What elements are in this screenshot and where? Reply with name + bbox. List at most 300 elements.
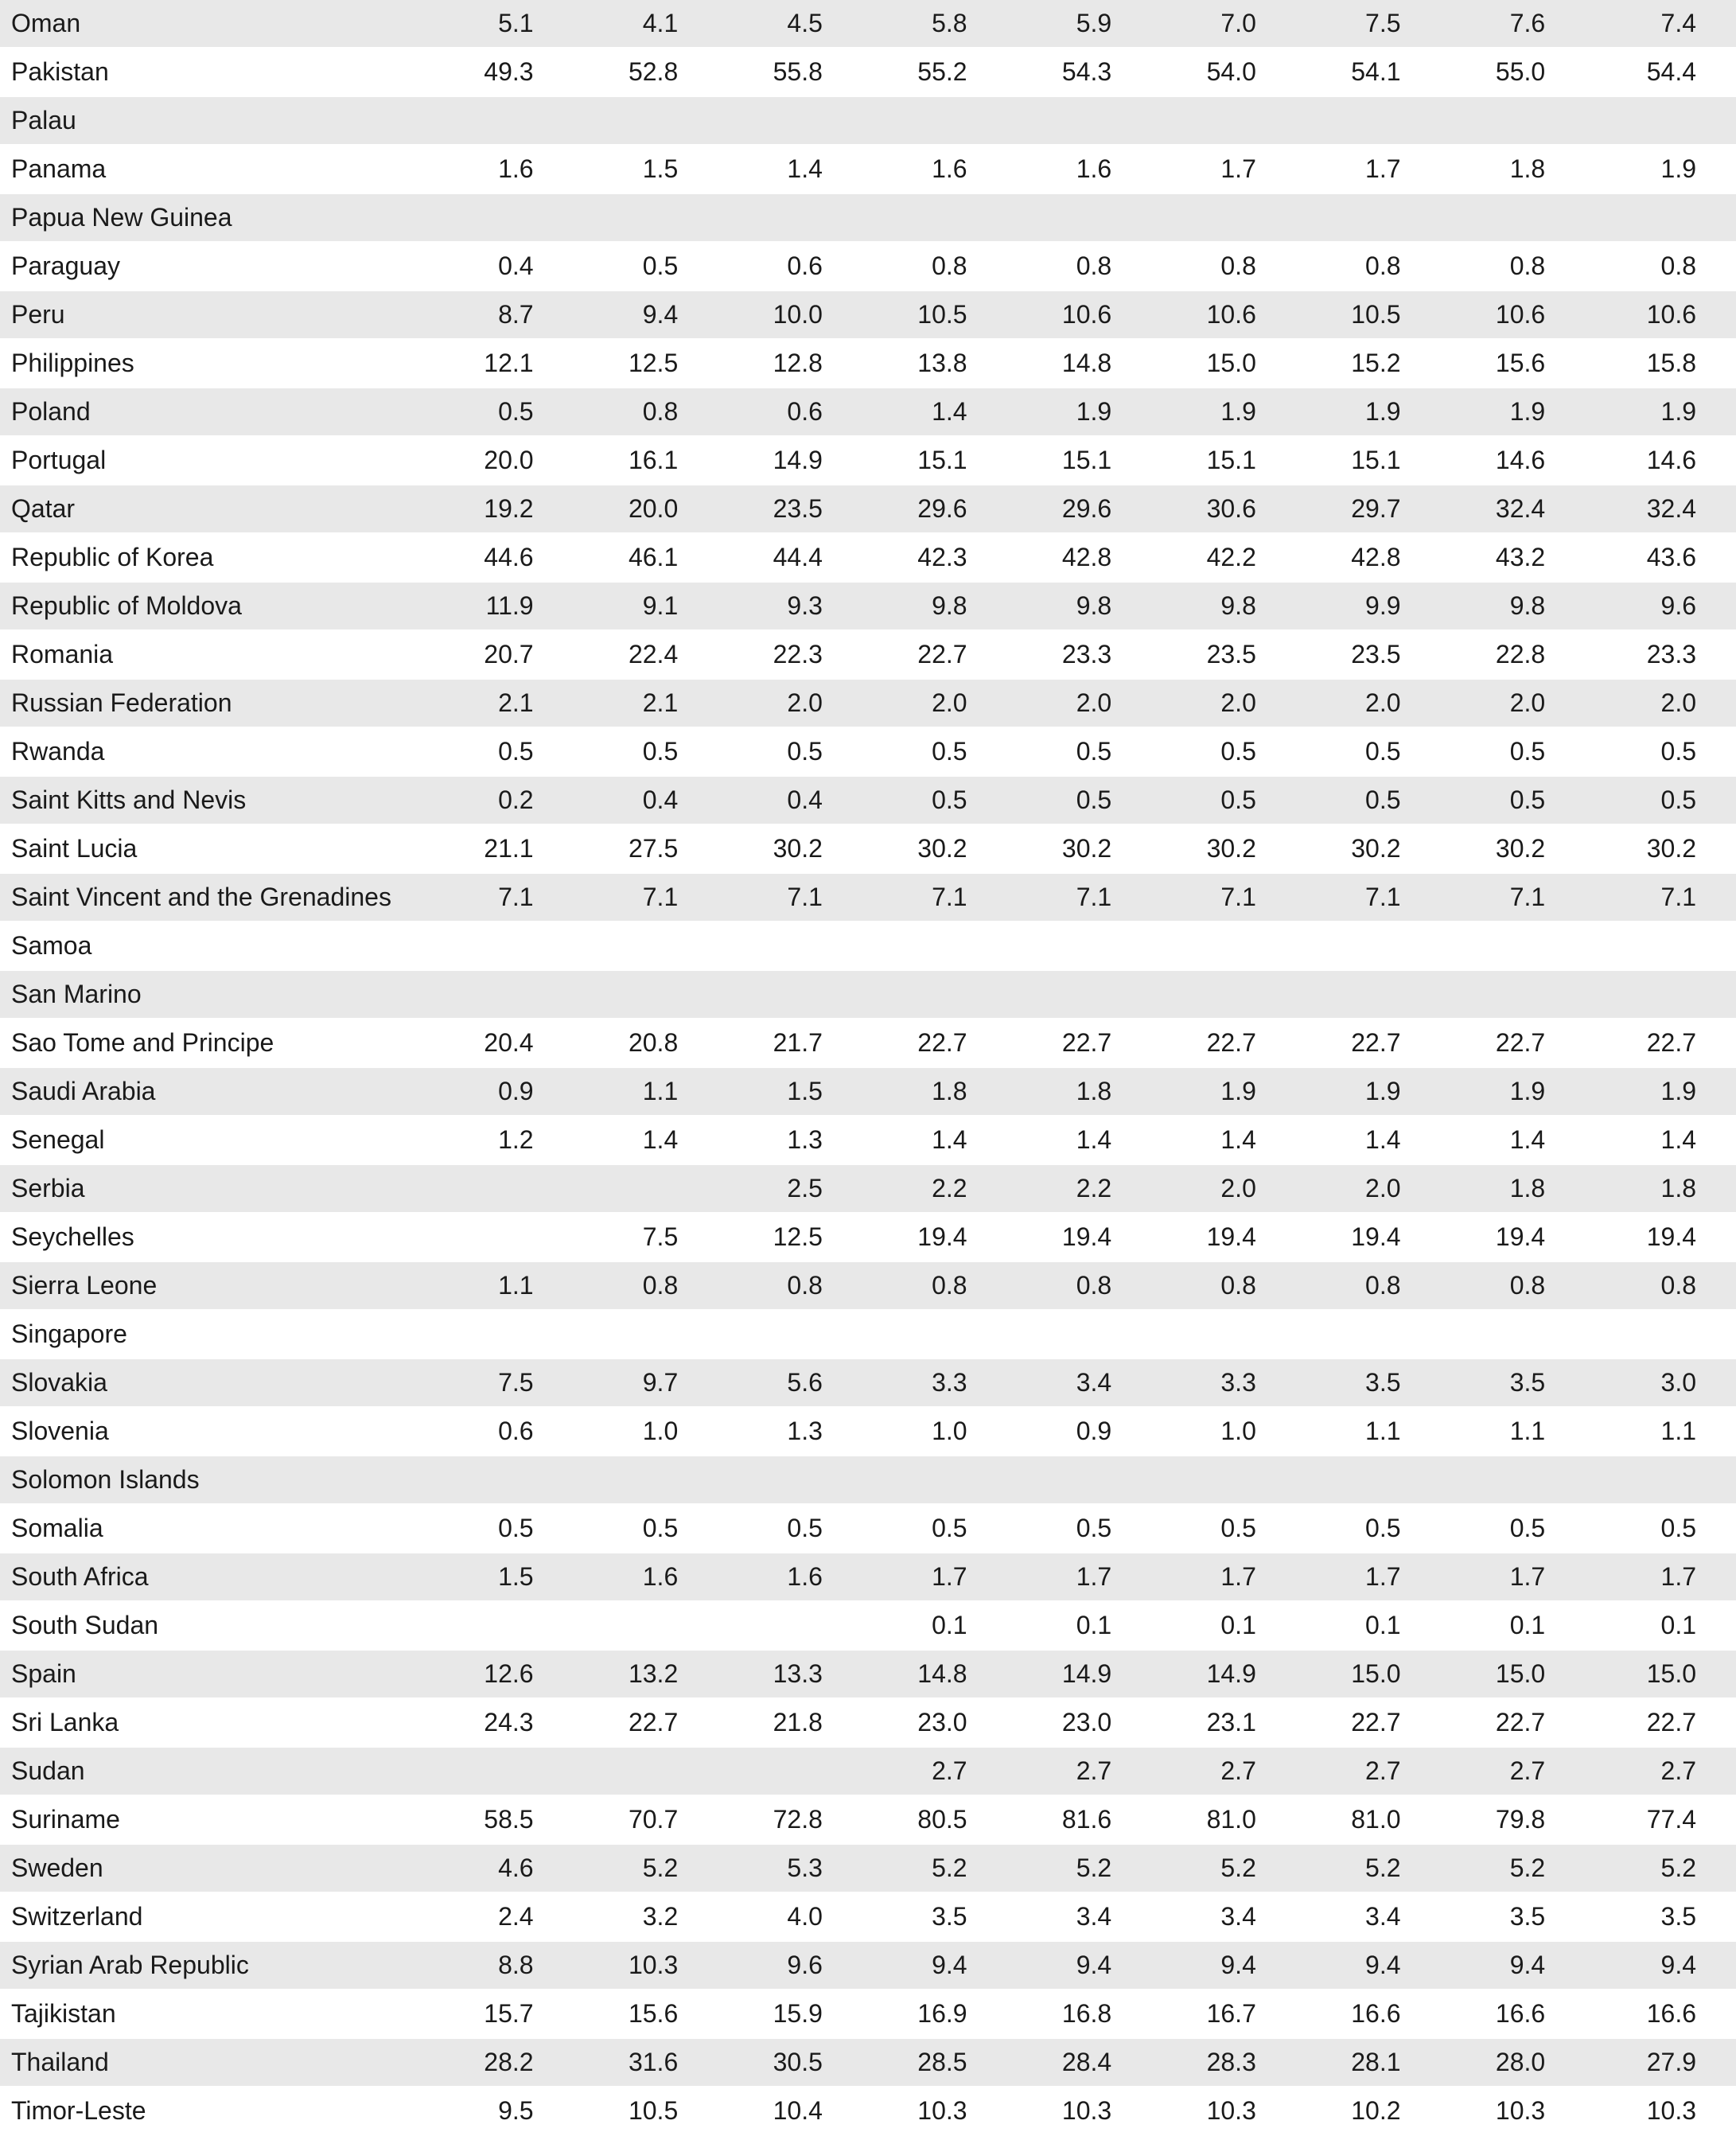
value-cell: 12.5 (718, 1213, 862, 1261)
value-cell: 15.0 (1151, 339, 1296, 388)
value-cell: 23.3 (1585, 630, 1736, 679)
value-cell: 22.8 (1441, 630, 1586, 679)
table-row (0, 242, 1736, 290)
value-cell (427, 1456, 574, 1504)
value-cell: 0.5 (1296, 1504, 1441, 1553)
value-cell: 22.3 (718, 630, 862, 679)
value-cell: 79.8 (1441, 1795, 1586, 1844)
value-cell (1296, 96, 1441, 145)
value-cell: 1.3 (718, 1116, 862, 1164)
value-cell: 1.3 (718, 1407, 862, 1456)
value-cell: 42.8 (1296, 533, 1441, 582)
value-cell: 7.1 (1007, 873, 1152, 922)
value-cell: 23.0 (1007, 1698, 1152, 1747)
table-row (0, 1213, 1736, 1261)
value-cell: 14.6 (1585, 436, 1736, 485)
value-cell: 0.8 (862, 242, 1007, 290)
value-cell: 22.7 (1296, 1698, 1441, 1747)
country-name-cell: Pakistan (0, 48, 427, 96)
value-cell: 15.0 (1441, 1650, 1586, 1698)
value-cell: 54.4 (1585, 48, 1736, 96)
value-cell: 0.1 (1585, 1601, 1736, 1650)
value-cell: 22.7 (1585, 1019, 1736, 1067)
value-cell: 10.3 (574, 1941, 718, 1990)
value-cell: 10.6 (1007, 290, 1152, 339)
value-cell: 14.9 (1151, 1650, 1296, 1698)
value-cell: 22.7 (862, 630, 1007, 679)
value-cell: 1.4 (862, 388, 1007, 436)
value-cell: 0.8 (1151, 242, 1296, 290)
value-cell: 7.5 (574, 1213, 718, 1261)
value-cell (1585, 922, 1736, 970)
table-row (0, 1261, 1736, 1310)
value-cell: 16.6 (1441, 1990, 1586, 2038)
country-name-cell: Suriname (0, 1795, 427, 1844)
table-row (0, 1553, 1736, 1601)
value-cell (427, 1213, 574, 1261)
table-row (0, 1019, 1736, 1067)
value-cell: 10.6 (1151, 290, 1296, 339)
value-cell: 2.0 (718, 679, 862, 727)
value-cell: 29.6 (862, 485, 1007, 533)
value-cell: 0.8 (1151, 1261, 1296, 1310)
value-cell: 2.0 (1296, 1164, 1441, 1213)
value-cell (718, 1601, 862, 1650)
value-cell: 10.3 (862, 2087, 1007, 2135)
value-cell (718, 970, 862, 1019)
country-name-cell: Qatar (0, 485, 427, 533)
value-cell: 10.5 (1296, 290, 1441, 339)
value-cell (1151, 1310, 1296, 1358)
value-cell: 1.9 (1296, 1067, 1441, 1116)
value-cell: 12.6 (427, 1650, 574, 1698)
country-name-cell: Saudi Arabia (0, 1067, 427, 1116)
value-cell: 0.8 (718, 1261, 862, 1310)
country-name-cell: South Africa (0, 1553, 427, 1601)
value-cell: 81.0 (1151, 1795, 1296, 1844)
value-cell (1151, 922, 1296, 970)
country-name-cell: Samoa (0, 922, 427, 970)
value-cell: 7.1 (862, 873, 1007, 922)
value-cell: 0.8 (1441, 1261, 1586, 1310)
value-cell: 10.3 (1151, 2087, 1296, 2135)
table-row (0, 145, 1736, 193)
value-cell: 0.5 (1151, 727, 1296, 776)
value-cell: 0.5 (862, 727, 1007, 776)
value-cell: 9.4 (1585, 1941, 1736, 1990)
value-cell (1441, 922, 1586, 970)
value-cell: 42.2 (1151, 533, 1296, 582)
value-cell: 1.5 (427, 1553, 574, 1601)
table-row (0, 630, 1736, 679)
value-cell: 0.5 (1296, 727, 1441, 776)
value-cell: 9.7 (574, 1358, 718, 1407)
value-cell: 16.6 (1585, 1990, 1736, 2038)
value-cell: 2.5 (718, 1164, 862, 1213)
value-cell: 1.6 (427, 145, 574, 193)
table-row (0, 1358, 1736, 1407)
value-cell: 30.2 (1296, 824, 1441, 873)
value-cell: 9.8 (1007, 582, 1152, 630)
value-cell: 1.9 (1585, 1067, 1736, 1116)
value-cell: 72.8 (718, 1795, 862, 1844)
value-cell: 1.8 (1585, 1164, 1736, 1213)
value-cell: 5.8 (862, 0, 1007, 48)
value-cell (427, 922, 574, 970)
value-cell: 0.5 (862, 776, 1007, 824)
value-cell: 29.7 (1296, 485, 1441, 533)
table-row (0, 1747, 1736, 1795)
value-cell: 1.2 (427, 1116, 574, 1164)
value-cell: 22.7 (1007, 1019, 1152, 1067)
value-cell: 22.7 (1441, 1019, 1586, 1067)
value-cell: 30.2 (1441, 824, 1586, 873)
value-cell: 0.5 (1585, 727, 1736, 776)
value-cell: 1.7 (1585, 1553, 1736, 1601)
value-cell: 15.8 (1585, 339, 1736, 388)
value-cell (718, 96, 862, 145)
value-cell (427, 193, 574, 242)
value-cell (574, 1456, 718, 1504)
value-cell (718, 1310, 862, 1358)
value-cell (862, 970, 1007, 1019)
value-cell: 30.2 (1585, 824, 1736, 873)
value-cell: 31.6 (574, 2038, 718, 2087)
value-cell: 14.6 (1441, 436, 1586, 485)
value-cell (1007, 1456, 1152, 1504)
value-cell: 0.9 (1007, 1407, 1152, 1456)
value-cell: 10.6 (1441, 290, 1586, 339)
value-cell: 12.1 (427, 339, 574, 388)
value-cell: 7.6 (1441, 0, 1586, 48)
country-name-cell: Russian Federation (0, 679, 427, 727)
value-cell: 2.7 (1585, 1747, 1736, 1795)
table-row (0, 193, 1736, 242)
value-cell: 1.9 (1151, 388, 1296, 436)
value-cell: 0.1 (1296, 1601, 1441, 1650)
value-cell: 43.6 (1585, 533, 1736, 582)
table-row (0, 0, 1736, 48)
value-cell: 3.5 (862, 1892, 1007, 1941)
value-cell: 1.9 (1585, 145, 1736, 193)
value-cell: 13.2 (574, 1650, 718, 1698)
value-cell: 2.0 (1296, 679, 1441, 727)
value-cell: 77.4 (1585, 1795, 1736, 1844)
value-cell: 7.1 (574, 873, 718, 922)
value-cell: 0.5 (427, 727, 574, 776)
value-cell: 9.5 (427, 2087, 574, 2135)
value-cell: 55.0 (1441, 48, 1586, 96)
value-cell (1296, 970, 1441, 1019)
value-cell: 3.0 (1585, 1358, 1736, 1407)
table-row (0, 873, 1736, 922)
value-cell: 4.6 (427, 1844, 574, 1892)
country-name-cell: Slovakia (0, 1358, 427, 1407)
value-cell (1441, 970, 1586, 1019)
value-cell: 10.0 (718, 290, 862, 339)
value-cell: 54.0 (1151, 48, 1296, 96)
country-name-cell: Saint Kitts and Nevis (0, 776, 427, 824)
value-cell: 9.9 (1296, 582, 1441, 630)
table-row (0, 2087, 1736, 2135)
value-cell: 1.8 (862, 1067, 1007, 1116)
value-cell (1296, 922, 1441, 970)
value-cell: 0.5 (1296, 776, 1441, 824)
value-cell: 5.2 (1007, 1844, 1152, 1892)
value-cell (427, 1747, 574, 1795)
value-cell: 81.0 (1296, 1795, 1441, 1844)
table-row (0, 1795, 1736, 1844)
country-name-cell: Singapore (0, 1310, 427, 1358)
value-cell: 0.5 (1151, 776, 1296, 824)
value-cell: 5.9 (1007, 0, 1152, 48)
value-cell: 1.4 (1151, 1116, 1296, 1164)
value-cell (1441, 1456, 1586, 1504)
value-cell (1585, 1310, 1736, 1358)
value-cell: 9.6 (718, 1941, 862, 1990)
value-cell: 28.1 (1296, 2038, 1441, 2087)
value-cell: 7.5 (1296, 0, 1441, 48)
value-cell: 15.7 (427, 1990, 574, 2038)
value-cell: 1.7 (1296, 145, 1441, 193)
value-cell: 1.0 (862, 1407, 1007, 1456)
value-cell: 12.5 (574, 339, 718, 388)
value-cell (574, 193, 718, 242)
value-cell: 1.6 (862, 145, 1007, 193)
value-cell: 1.8 (1007, 1067, 1152, 1116)
value-cell: 0.8 (1007, 242, 1152, 290)
value-cell: 15.6 (574, 1990, 718, 2038)
value-cell: 14.9 (718, 436, 862, 485)
value-cell: 19.2 (427, 485, 574, 533)
value-cell: 4.0 (718, 1892, 862, 1941)
value-cell: 15.0 (1296, 1650, 1441, 1698)
country-name-cell: Serbia (0, 1164, 427, 1213)
value-cell: 2.0 (1151, 1164, 1296, 1213)
value-cell: 20.0 (574, 485, 718, 533)
value-cell: 19.4 (1296, 1213, 1441, 1261)
value-cell: 2.7 (1441, 1747, 1586, 1795)
table-row (0, 727, 1736, 776)
value-cell: 1.4 (718, 145, 862, 193)
value-cell: 2.1 (427, 679, 574, 727)
value-cell: 28.4 (1007, 2038, 1152, 2087)
value-cell: 5.6 (718, 1358, 862, 1407)
country-name-cell: Republic of Korea (0, 533, 427, 582)
value-cell: 24.3 (427, 1698, 574, 1747)
country-name-cell: Saint Lucia (0, 824, 427, 873)
value-cell (718, 922, 862, 970)
value-cell: 19.4 (862, 1213, 1007, 1261)
value-cell: 10.4 (718, 2087, 862, 2135)
value-cell: 10.2 (1296, 2087, 1441, 2135)
value-cell: 1.9 (1441, 1067, 1586, 1116)
value-cell (862, 1456, 1007, 1504)
value-cell: 9.4 (862, 1941, 1007, 1990)
value-cell (1585, 193, 1736, 242)
value-cell: 0.1 (1151, 1601, 1296, 1650)
value-cell: 0.6 (427, 1407, 574, 1456)
value-cell: 0.5 (1585, 1504, 1736, 1553)
country-name-cell: Sudan (0, 1747, 427, 1795)
value-cell: 1.5 (718, 1067, 862, 1116)
value-cell: 0.5 (427, 1504, 574, 1553)
value-cell: 20.0 (427, 436, 574, 485)
table-row (0, 339, 1736, 388)
value-cell: 32.4 (1441, 485, 1586, 533)
value-cell: 10.5 (574, 2087, 718, 2135)
country-name-cell: Solomon Islands (0, 1456, 427, 1504)
value-cell: 81.6 (1007, 1795, 1152, 1844)
value-cell: 3.5 (1296, 1358, 1441, 1407)
value-cell: 0.5 (574, 727, 718, 776)
country-name-cell: Sao Tome and Principe (0, 1019, 427, 1067)
value-cell: 0.1 (1007, 1601, 1152, 1650)
value-cell: 0.9 (427, 1067, 574, 1116)
country-name-cell: Oman (0, 0, 427, 48)
table-row (0, 48, 1736, 96)
value-cell: 10.3 (1585, 2087, 1736, 2135)
country-name-cell: Syrian Arab Republic (0, 1941, 427, 1990)
value-cell: 30.2 (718, 824, 862, 873)
value-cell: 15.1 (862, 436, 1007, 485)
value-cell: 22.7 (1585, 1698, 1736, 1747)
value-cell: 9.1 (574, 582, 718, 630)
value-cell: 9.4 (1151, 1941, 1296, 1990)
value-cell (1007, 970, 1152, 1019)
value-cell: 1.1 (1441, 1407, 1586, 1456)
value-cell: 5.2 (1441, 1844, 1586, 1892)
value-cell: 10.3 (1441, 2087, 1586, 2135)
value-cell: 1.6 (574, 1553, 718, 1601)
country-name-cell: Palau (0, 96, 427, 145)
value-cell: 44.6 (427, 533, 574, 582)
country-name-cell: Timor-Leste (0, 2087, 427, 2135)
value-cell: 10.6 (1585, 290, 1736, 339)
value-cell (862, 193, 1007, 242)
value-cell: 21.1 (427, 824, 574, 873)
value-cell: 1.6 (1007, 145, 1152, 193)
value-cell: 1.5 (574, 145, 718, 193)
value-cell: 27.5 (574, 824, 718, 873)
table-row (0, 1116, 1736, 1164)
table-row (0, 1067, 1736, 1116)
value-cell: 23.3 (1007, 630, 1152, 679)
table-row (0, 533, 1736, 582)
country-name-cell: Spain (0, 1650, 427, 1698)
value-cell: 23.5 (1151, 630, 1296, 679)
value-cell: 7.1 (1151, 873, 1296, 922)
value-cell: 1.7 (1007, 1553, 1152, 1601)
value-cell: 0.5 (1441, 776, 1586, 824)
value-cell: 13.3 (718, 1650, 862, 1698)
country-name-cell: Peru (0, 290, 427, 339)
value-cell (574, 1747, 718, 1795)
value-cell: 27.9 (1585, 2038, 1736, 2087)
value-cell: 2.4 (427, 1892, 574, 1941)
value-cell: 2.0 (1151, 679, 1296, 727)
value-cell (1441, 96, 1586, 145)
value-cell: 9.8 (1441, 582, 1586, 630)
table-row (0, 1892, 1736, 1941)
value-cell: 49.3 (427, 48, 574, 96)
value-cell: 1.8 (1441, 1164, 1586, 1213)
country-name-cell: Romania (0, 630, 427, 679)
value-cell: 0.8 (1296, 1261, 1441, 1310)
value-cell: 22.4 (574, 630, 718, 679)
value-cell: 0.5 (427, 388, 574, 436)
table-row (0, 96, 1736, 145)
value-cell (427, 1164, 574, 1213)
value-cell: 15.0 (1585, 1650, 1736, 1698)
value-cell: 3.5 (1441, 1358, 1586, 1407)
country-name-cell: Sri Lanka (0, 1698, 427, 1747)
value-cell: 1.7 (1441, 1553, 1586, 1601)
country-name-cell: Saint Vincent and the Grenadines (0, 873, 427, 922)
country-name-cell: Somalia (0, 1504, 427, 1553)
value-cell: 0.5 (1007, 1504, 1152, 1553)
value-cell: 23.0 (862, 1698, 1007, 1747)
table-row (0, 1990, 1736, 2038)
table-row (0, 2038, 1736, 2087)
value-cell: 0.2 (427, 776, 574, 824)
value-cell: 3.4 (1296, 1892, 1441, 1941)
value-cell: 9.6 (1585, 582, 1736, 630)
value-cell: 15.2 (1296, 339, 1441, 388)
value-cell: 0.8 (1585, 242, 1736, 290)
value-cell: 21.7 (718, 1019, 862, 1067)
value-cell: 2.0 (1585, 679, 1736, 727)
value-cell: 0.6 (718, 388, 862, 436)
value-cell: 28.0 (1441, 2038, 1586, 2087)
value-cell (574, 96, 718, 145)
value-cell: 58.5 (427, 1795, 574, 1844)
value-cell: 55.2 (862, 48, 1007, 96)
value-cell: 1.4 (862, 1116, 1007, 1164)
value-cell: 1.1 (1585, 1407, 1736, 1456)
value-cell: 42.8 (1007, 533, 1152, 582)
value-cell: 3.2 (574, 1892, 718, 1941)
value-cell (718, 1747, 862, 1795)
value-cell: 16.8 (1007, 1990, 1152, 2038)
value-cell: 1.9 (1585, 388, 1736, 436)
value-cell: 9.8 (862, 582, 1007, 630)
table-row (0, 1941, 1736, 1990)
value-cell: 21.8 (718, 1698, 862, 1747)
value-cell: 13.8 (862, 339, 1007, 388)
value-cell: 0.8 (1441, 242, 1586, 290)
value-cell: 1.8 (1441, 145, 1586, 193)
value-cell (1296, 1310, 1441, 1358)
table-row (0, 776, 1736, 824)
value-cell: 3.4 (1007, 1358, 1152, 1407)
value-cell: 3.5 (1441, 1892, 1586, 1941)
value-cell (862, 922, 1007, 970)
value-cell: 1.4 (1585, 1116, 1736, 1164)
value-cell: 5.2 (1296, 1844, 1441, 1892)
value-cell: 0.5 (718, 727, 862, 776)
country-name-cell: South Sudan (0, 1601, 427, 1650)
country-name-cell: Portugal (0, 436, 427, 485)
value-cell: 55.8 (718, 48, 862, 96)
value-cell: 0.6 (718, 242, 862, 290)
value-cell: 9.4 (574, 290, 718, 339)
value-cell: 42.3 (862, 533, 1007, 582)
table-row (0, 679, 1736, 727)
value-cell: 1.7 (1151, 145, 1296, 193)
value-cell (1151, 96, 1296, 145)
value-cell: 0.5 (1007, 776, 1152, 824)
